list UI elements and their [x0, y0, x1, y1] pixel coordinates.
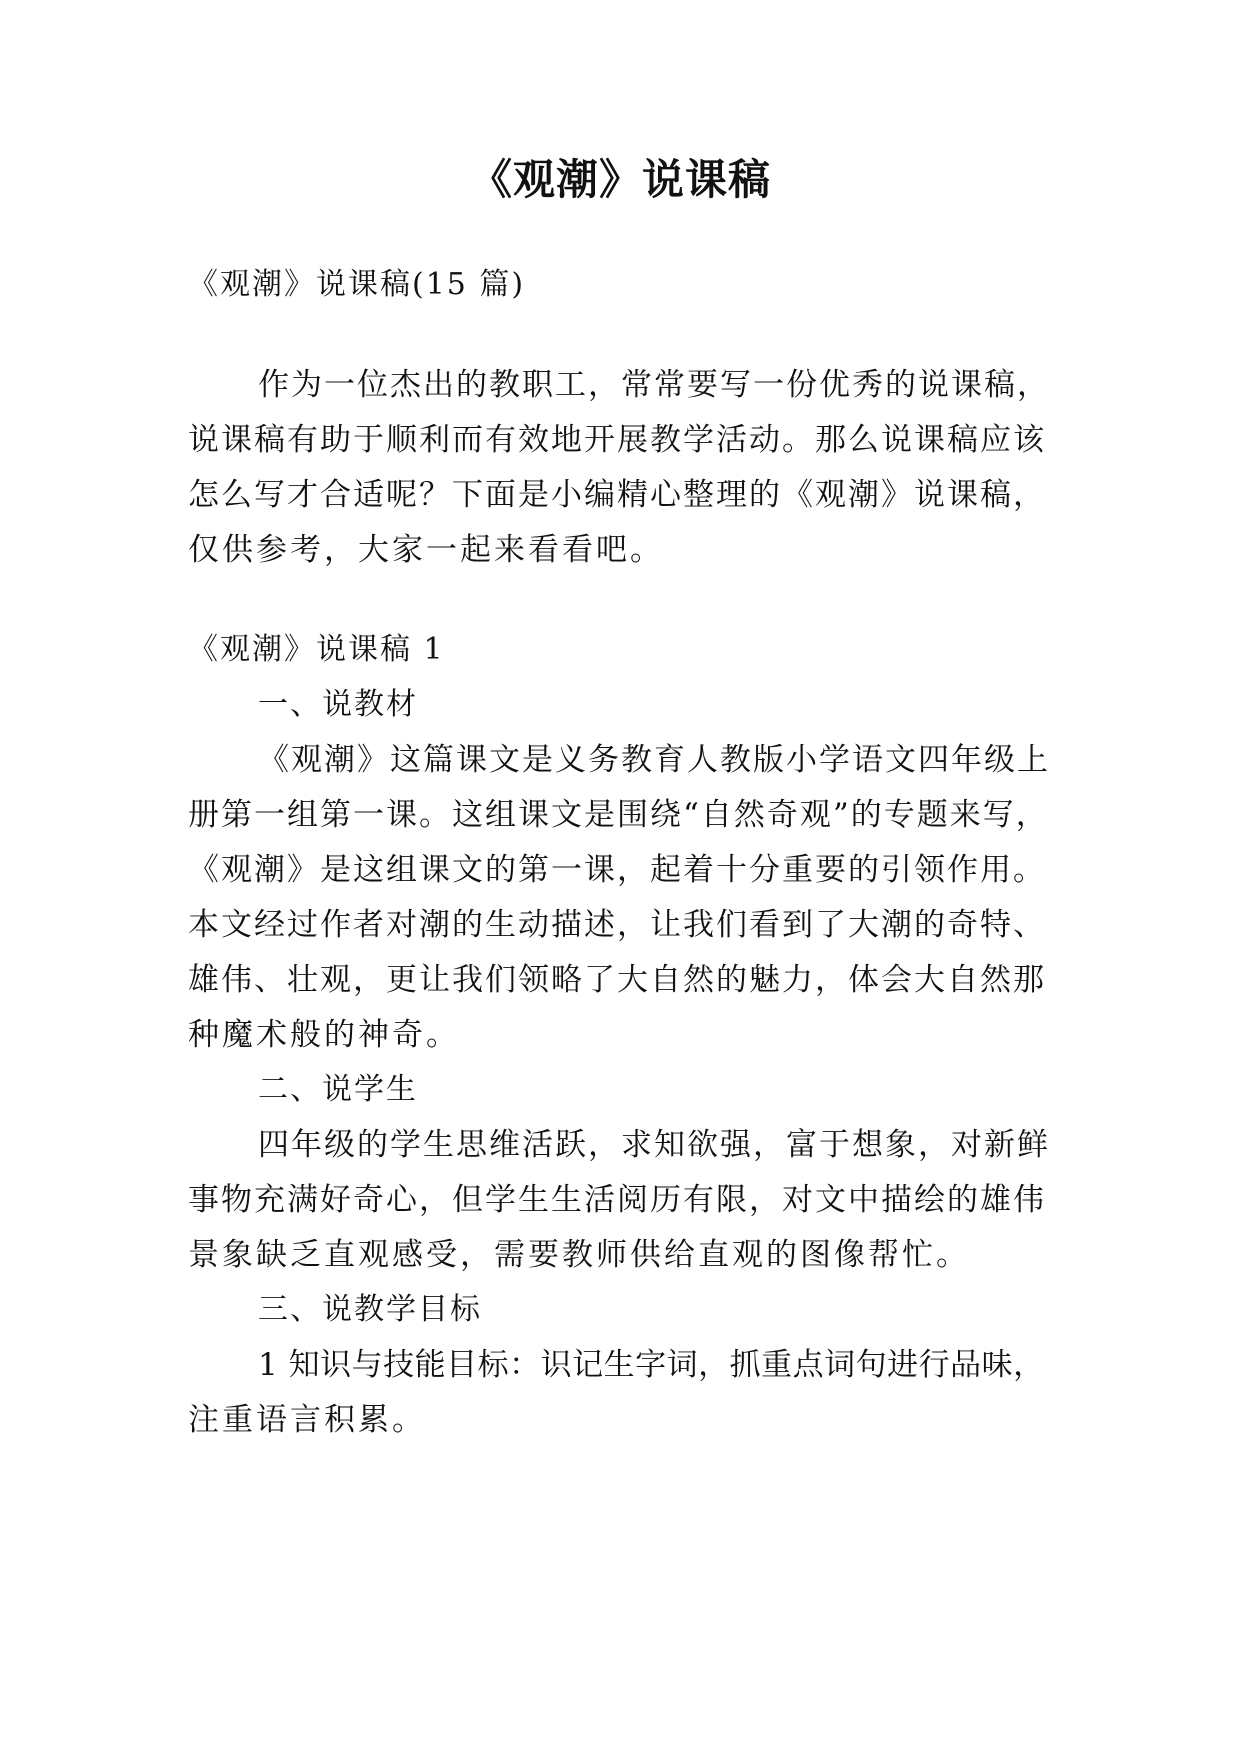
- paragraph-line: 雄伟、壮观，更让我们领略了大自然的魅力，体会大自然那: [188, 962, 1046, 998]
- part-heading: 二、说学生: [258, 1072, 418, 1107]
- intro-line: 作为一位杰出的教职工，常常要写一份优秀的说课稿，: [258, 367, 1050, 403]
- intro-line: 说课稿有助于顺利而有效地开展教学活动。那么说课稿应该: [188, 422, 1046, 458]
- paragraph-line: 1 知识与技能目标：识记生字词，抓重点词句进行品味，: [258, 1347, 1045, 1383]
- subtitle: 《观潮》说课稿(15 篇): [188, 267, 526, 302]
- paragraph-line: 事物充满好奇心，但学生生活阅历有限，对文中描绘的雄伟: [188, 1182, 1046, 1218]
- paragraph-line: 四年级的学生思维活跃，求知欲强，富于想象，对新鲜: [258, 1127, 1050, 1163]
- paragraph-line: 本文经过作者对潮的生动描述，让我们看到了大潮的奇特、: [188, 907, 1046, 943]
- part-heading: 三、说教学目标: [258, 1292, 482, 1327]
- part-heading: 一、说教材: [258, 687, 418, 722]
- intro-line: 怎么写才合适呢？下面是小编精心整理的《观潮》说课稿，: [188, 477, 1046, 513]
- paragraph-line: 景象缺乏直观感受，需要教师供给直观的图像帮忙。: [188, 1237, 970, 1273]
- paragraph-line: 种魔术般的神奇。: [188, 1017, 460, 1053]
- intro-line: 仅供参考，大家一起来看看吧。: [188, 532, 664, 568]
- paragraph-line: 注重语言积累。: [188, 1402, 426, 1438]
- paragraph-line: 《观潮》这篇课文是义务教育人教版小学语文四年级上: [258, 742, 1050, 778]
- paragraph-line: 册第一组第一课。这组课文是围绕“自然奇观”的专题来写，: [188, 797, 1049, 833]
- paragraph-line: 《观潮》是这组课文的第一课，起着十分重要的引领作用。: [188, 852, 1046, 888]
- document-title: 《观潮》说课稿: [469, 155, 771, 204]
- section-heading: 《观潮》说课稿 1: [188, 632, 445, 667]
